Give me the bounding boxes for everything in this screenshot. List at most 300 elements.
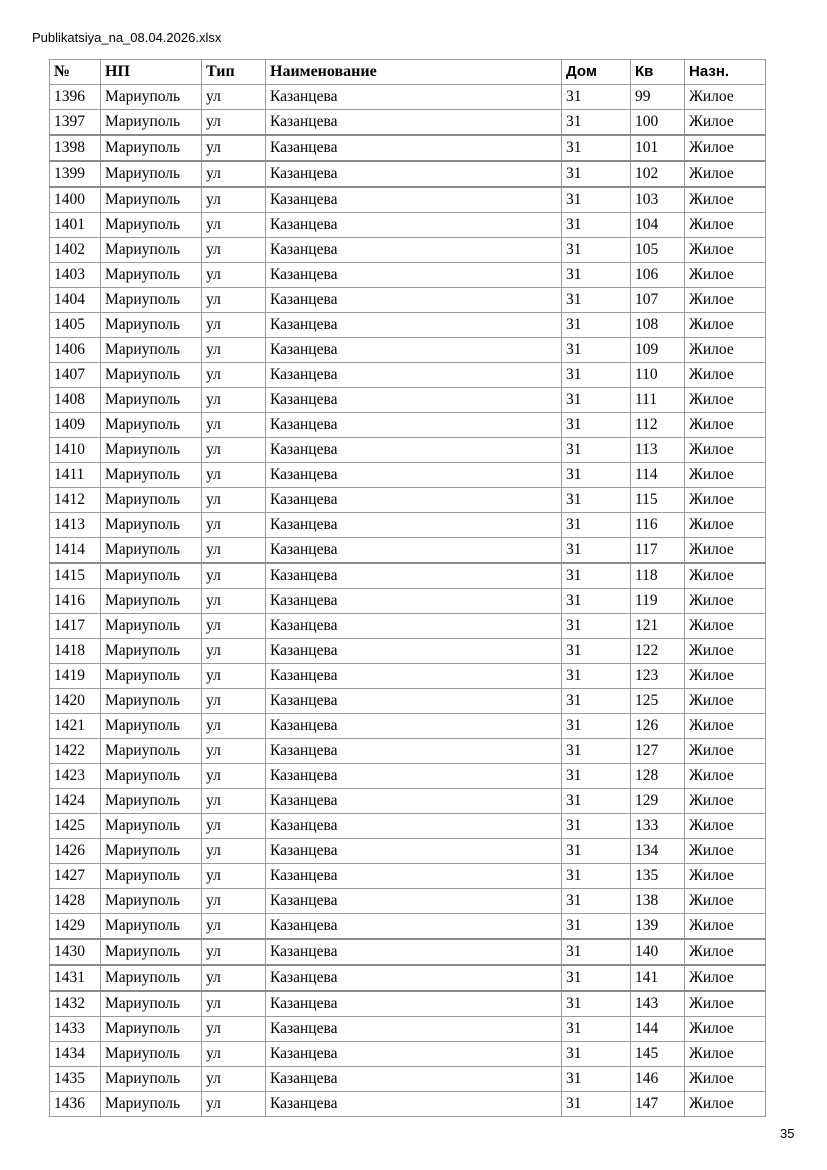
table-row — [50, 589, 766, 614]
apartment-number-cell: 119 — [631, 589, 685, 614]
house-number-cell: 31 — [562, 313, 631, 338]
house-number-cell: 31 — [562, 463, 631, 488]
table-row — [50, 914, 766, 940]
house-number-cell: 31 — [562, 1042, 631, 1067]
table-row — [50, 413, 766, 438]
row-number-cell: 1428 — [50, 889, 101, 914]
row-number-cell: 1426 — [50, 839, 101, 864]
data-table — [49, 59, 766, 1117]
street-type-cell: ул — [202, 288, 266, 313]
street-name-cell: Казанцева — [266, 614, 562, 639]
street-name-cell: Казанцева — [266, 338, 562, 363]
row-number-cell: 1412 — [50, 488, 101, 513]
street-name-cell: Казанцева — [266, 288, 562, 313]
house-number-cell: 31 — [562, 991, 631, 1017]
street-name-cell: Казанцева — [266, 388, 562, 413]
table-row — [50, 1017, 766, 1042]
apartment-number-cell: 122 — [631, 639, 685, 664]
street-name-cell: Казанцева — [266, 991, 562, 1017]
house-number-cell: 31 — [562, 288, 631, 313]
purpose-cell: Жилое — [685, 85, 766, 110]
apartment-number-cell: 114 — [631, 463, 685, 488]
settlement-cell: Мариуполь — [101, 965, 202, 991]
house-number-cell: 31 — [562, 363, 631, 388]
purpose-cell: Жилое — [685, 438, 766, 463]
apartment-number-cell: 144 — [631, 1017, 685, 1042]
settlement-cell: Мариуполь — [101, 1067, 202, 1092]
purpose-cell: Жилое — [685, 664, 766, 689]
house-number-cell: 31 — [562, 438, 631, 463]
table-row — [50, 363, 766, 388]
row-number-cell: 1413 — [50, 513, 101, 538]
house-number-cell: 31 — [562, 388, 631, 413]
row-number-cell: 1409 — [50, 413, 101, 438]
settlement-cell: Мариуполь — [101, 187, 202, 213]
house-number-cell: 31 — [562, 238, 631, 263]
apartment-number-cell: 105 — [631, 238, 685, 263]
table-body — [50, 85, 766, 1117]
settlement-cell: Мариуполь — [101, 1092, 202, 1117]
table-row — [50, 639, 766, 664]
row-number-cell: 1396 — [50, 85, 101, 110]
apartment-number-cell: 129 — [631, 789, 685, 814]
row-number-cell: 1401 — [50, 213, 101, 238]
purpose-cell: Жилое — [685, 789, 766, 814]
street-type-cell: ул — [202, 413, 266, 438]
apartment-number-cell: 134 — [631, 839, 685, 864]
street-name-cell: Казанцева — [266, 187, 562, 213]
street-type-cell: ул — [202, 338, 266, 363]
street-type-cell: ул — [202, 689, 266, 714]
apartment-number-cell: 133 — [631, 814, 685, 839]
settlement-cell: Мариуполь — [101, 413, 202, 438]
row-number-cell: 1411 — [50, 463, 101, 488]
street-name-cell: Казанцева — [266, 764, 562, 789]
table-row — [50, 313, 766, 338]
purpose-cell: Жилое — [685, 1017, 766, 1042]
street-name-cell: Казанцева — [266, 135, 562, 161]
apartment-number-cell: 141 — [631, 965, 685, 991]
table-row — [50, 689, 766, 714]
apartment-number-cell: 147 — [631, 1092, 685, 1117]
table-row — [50, 213, 766, 238]
house-number-cell: 31 — [562, 187, 631, 213]
settlement-cell: Мариуполь — [101, 135, 202, 161]
row-number-cell: 1400 — [50, 187, 101, 213]
street-name-cell: Казанцева — [266, 664, 562, 689]
apartment-number-cell: 101 — [631, 135, 685, 161]
settlement-cell: Мариуполь — [101, 639, 202, 664]
house-number-cell: 31 — [562, 338, 631, 363]
table-row — [50, 814, 766, 839]
purpose-cell: Жилое — [685, 839, 766, 864]
apartment-number-cell: 110 — [631, 363, 685, 388]
street-name-cell: Казанцева — [266, 213, 562, 238]
street-type-cell: ул — [202, 1067, 266, 1092]
settlement-cell: Мариуполь — [101, 238, 202, 263]
apartment-number-cell: 118 — [631, 563, 685, 589]
row-number-cell: 1398 — [50, 135, 101, 161]
apartment-number-cell: 121 — [631, 614, 685, 639]
house-number-cell: 31 — [562, 413, 631, 438]
street-name-cell: Казанцева — [266, 914, 562, 940]
house-number-cell: 31 — [562, 864, 631, 889]
settlement-cell: Мариуполь — [101, 563, 202, 589]
street-type-cell: ул — [202, 187, 266, 213]
table-row — [50, 463, 766, 488]
settlement-cell: Мариуполь — [101, 538, 202, 564]
street-name-cell: Казанцева — [266, 463, 562, 488]
table-row — [50, 1042, 766, 1067]
row-number-cell: 1427 — [50, 864, 101, 889]
table-row — [50, 513, 766, 538]
purpose-cell: Жилое — [685, 764, 766, 789]
row-number-cell: 1405 — [50, 313, 101, 338]
settlement-cell: Мариуполь — [101, 213, 202, 238]
street-type-cell: ул — [202, 1042, 266, 1067]
street-type-cell: ул — [202, 664, 266, 689]
street-type-cell: ул — [202, 889, 266, 914]
table-row — [50, 110, 766, 136]
house-number-cell: 31 — [562, 538, 631, 564]
purpose-cell: Жилое — [685, 814, 766, 839]
street-type-cell: ул — [202, 739, 266, 764]
street-name-cell: Казанцева — [266, 110, 562, 136]
apartment-number-cell: 100 — [631, 110, 685, 136]
row-number-cell: 1415 — [50, 563, 101, 589]
house-number-cell: 31 — [562, 1067, 631, 1092]
purpose-cell: Жилое — [685, 864, 766, 889]
row-number-cell: 1402 — [50, 238, 101, 263]
street-type-cell: ул — [202, 363, 266, 388]
purpose-cell: Жилое — [685, 513, 766, 538]
purpose-cell: Жилое — [685, 965, 766, 991]
apartment-number-cell: 103 — [631, 187, 685, 213]
header-apartment: Кв — [631, 60, 685, 85]
settlement-cell: Мариуполь — [101, 288, 202, 313]
street-name-cell: Казанцева — [266, 563, 562, 589]
house-number-cell: 31 — [562, 263, 631, 288]
apartment-number-cell: 128 — [631, 764, 685, 789]
purpose-cell: Жилое — [685, 739, 766, 764]
table-row — [50, 438, 766, 463]
table-row — [50, 664, 766, 689]
table-row — [50, 614, 766, 639]
apartment-number-cell: 115 — [631, 488, 685, 513]
street-type-cell: ул — [202, 313, 266, 338]
apartment-number-cell: 135 — [631, 864, 685, 889]
street-type-cell: ул — [202, 161, 266, 187]
table-row — [50, 889, 766, 914]
row-number-cell: 1416 — [50, 589, 101, 614]
street-name-cell: Казанцева — [266, 939, 562, 965]
table-row — [50, 85, 766, 110]
table-row — [50, 338, 766, 363]
apartment-number-cell: 125 — [631, 689, 685, 714]
row-number-cell: 1397 — [50, 110, 101, 136]
table-row — [50, 135, 766, 161]
row-number-cell: 1417 — [50, 614, 101, 639]
street-name-cell: Казанцева — [266, 639, 562, 664]
settlement-cell: Мариуполь — [101, 614, 202, 639]
row-number-cell: 1429 — [50, 914, 101, 940]
table-row — [50, 839, 766, 864]
settlement-cell: Мариуполь — [101, 914, 202, 940]
row-number-cell: 1423 — [50, 764, 101, 789]
purpose-cell: Жилое — [685, 288, 766, 313]
settlement-cell: Мариуполь — [101, 513, 202, 538]
apartment-number-cell: 143 — [631, 991, 685, 1017]
settlement-cell: Мариуполь — [101, 438, 202, 463]
purpose-cell: Жилое — [685, 135, 766, 161]
street-type-cell: ул — [202, 1092, 266, 1117]
house-number-cell: 31 — [562, 639, 631, 664]
row-number-cell: 1406 — [50, 338, 101, 363]
street-name-cell: Казанцева — [266, 161, 562, 187]
street-type-cell: ул — [202, 263, 266, 288]
table-row — [50, 714, 766, 739]
table-row — [50, 739, 766, 764]
header-settlement: НП — [101, 60, 202, 85]
purpose-cell: Жилое — [685, 1042, 766, 1067]
settlement-cell: Мариуполь — [101, 110, 202, 136]
settlement-cell: Мариуполь — [101, 889, 202, 914]
street-name-cell: Казанцева — [266, 263, 562, 288]
purpose-cell: Жилое — [685, 187, 766, 213]
apartment-number-cell: 138 — [631, 889, 685, 914]
purpose-cell: Жилое — [685, 991, 766, 1017]
street-type-cell: ул — [202, 110, 266, 136]
settlement-cell: Мариуполь — [101, 1017, 202, 1042]
purpose-cell: Жилое — [685, 589, 766, 614]
house-number-cell: 31 — [562, 614, 631, 639]
header-name: Наименование — [266, 60, 562, 85]
table-row — [50, 764, 766, 789]
house-number-cell: 31 — [562, 589, 631, 614]
street-name-cell: Казанцева — [266, 789, 562, 814]
apartment-number-cell: 102 — [631, 161, 685, 187]
table-row — [50, 991, 766, 1017]
settlement-cell: Мариуполь — [101, 789, 202, 814]
apartment-number-cell: 111 — [631, 388, 685, 413]
row-number-cell: 1421 — [50, 714, 101, 739]
apartment-number-cell: 107 — [631, 288, 685, 313]
purpose-cell: Жилое — [685, 388, 766, 413]
row-number-cell: 1433 — [50, 1017, 101, 1042]
street-type-cell: ул — [202, 388, 266, 413]
street-name-cell: Казанцева — [266, 1017, 562, 1042]
purpose-cell: Жилое — [685, 161, 766, 187]
purpose-cell: Жилое — [685, 213, 766, 238]
street-type-cell: ул — [202, 589, 266, 614]
file-title: Publikatsiya_na_08.04.2026.xlsx — [32, 30, 222, 45]
purpose-cell: Жилое — [685, 413, 766, 438]
settlement-cell: Мариуполь — [101, 488, 202, 513]
purpose-cell: Жилое — [685, 689, 766, 714]
settlement-cell: Мариуполь — [101, 1042, 202, 1067]
street-type-cell: ул — [202, 85, 266, 110]
house-number-cell: 31 — [562, 664, 631, 689]
street-type-cell: ул — [202, 563, 266, 589]
street-name-cell: Казанцева — [266, 839, 562, 864]
street-name-cell: Казанцева — [266, 889, 562, 914]
house-number-cell: 31 — [562, 488, 631, 513]
row-number-cell: 1408 — [50, 388, 101, 413]
house-number-cell: 31 — [562, 889, 631, 914]
table-row — [50, 538, 766, 564]
house-number-cell: 31 — [562, 839, 631, 864]
row-number-cell: 1425 — [50, 814, 101, 839]
house-number-cell: 31 — [562, 939, 631, 965]
street-type-cell: ул — [202, 814, 266, 839]
street-type-cell: ул — [202, 914, 266, 940]
settlement-cell: Мариуполь — [101, 739, 202, 764]
house-number-cell: 31 — [562, 789, 631, 814]
header-house: Дом — [562, 60, 631, 85]
settlement-cell: Мариуполь — [101, 764, 202, 789]
house-number-cell: 31 — [562, 563, 631, 589]
street-type-cell: ул — [202, 991, 266, 1017]
street-type-cell: ул — [202, 764, 266, 789]
table-row — [50, 1067, 766, 1092]
page-number: 35 — [780, 1126, 795, 1141]
table-row — [50, 939, 766, 965]
row-number-cell: 1430 — [50, 939, 101, 965]
purpose-cell: Жилое — [685, 1067, 766, 1092]
street-type-cell: ул — [202, 714, 266, 739]
settlement-cell: Мариуполь — [101, 689, 202, 714]
street-type-cell: ул — [202, 614, 266, 639]
apartment-number-cell: 145 — [631, 1042, 685, 1067]
house-number-cell: 31 — [562, 1017, 631, 1042]
settlement-cell: Мариуполь — [101, 161, 202, 187]
street-name-cell: Казанцева — [266, 689, 562, 714]
header-type: Тип — [202, 60, 266, 85]
table-row — [50, 965, 766, 991]
street-type-cell: ул — [202, 538, 266, 564]
street-name-cell: Казанцева — [266, 864, 562, 889]
apartment-number-cell: 127 — [631, 739, 685, 764]
street-name-cell: Казанцева — [266, 413, 562, 438]
street-type-cell: ул — [202, 135, 266, 161]
house-number-cell: 31 — [562, 1092, 631, 1117]
row-number-cell: 1419 — [50, 664, 101, 689]
table-row — [50, 187, 766, 213]
table-row — [50, 1092, 766, 1117]
header-number: № — [50, 60, 101, 85]
street-name-cell: Казанцева — [266, 1092, 562, 1117]
street-name-cell: Казанцева — [266, 438, 562, 463]
street-type-cell: ул — [202, 839, 266, 864]
house-number-cell: 31 — [562, 714, 631, 739]
street-type-cell: ул — [202, 939, 266, 965]
apartment-number-cell: 123 — [631, 664, 685, 689]
street-type-cell: ул — [202, 1017, 266, 1042]
street-type-cell: ул — [202, 213, 266, 238]
row-number-cell: 1435 — [50, 1067, 101, 1092]
row-number-cell: 1414 — [50, 538, 101, 564]
apartment-number-cell: 140 — [631, 939, 685, 965]
header-purpose: Назн. — [685, 60, 766, 85]
settlement-cell: Мариуполь — [101, 864, 202, 889]
row-number-cell: 1434 — [50, 1042, 101, 1067]
apartment-number-cell: 139 — [631, 914, 685, 940]
street-name-cell: Казанцева — [266, 513, 562, 538]
table-row — [50, 864, 766, 889]
house-number-cell: 31 — [562, 513, 631, 538]
street-name-cell: Казанцева — [266, 538, 562, 564]
purpose-cell: Жилое — [685, 110, 766, 136]
street-type-cell: ул — [202, 488, 266, 513]
table-row — [50, 161, 766, 187]
street-name-cell: Казанцева — [266, 313, 562, 338]
table-header-row — [50, 60, 766, 85]
apartment-number-cell: 106 — [631, 263, 685, 288]
apartment-number-cell: 99 — [631, 85, 685, 110]
street-name-cell: Казанцева — [266, 814, 562, 839]
settlement-cell: Мариуполь — [101, 991, 202, 1017]
purpose-cell: Жилое — [685, 714, 766, 739]
row-number-cell: 1424 — [50, 789, 101, 814]
table-row — [50, 263, 766, 288]
table-row — [50, 388, 766, 413]
row-number-cell: 1403 — [50, 263, 101, 288]
purpose-cell: Жилое — [685, 563, 766, 589]
street-name-cell: Казанцева — [266, 238, 562, 263]
purpose-cell: Жилое — [685, 914, 766, 940]
settlement-cell: Мариуполь — [101, 814, 202, 839]
house-number-cell: 31 — [562, 689, 631, 714]
row-number-cell: 1404 — [50, 288, 101, 313]
settlement-cell: Мариуполь — [101, 85, 202, 110]
table-row — [50, 238, 766, 263]
row-number-cell: 1418 — [50, 639, 101, 664]
row-number-cell: 1422 — [50, 739, 101, 764]
apartment-number-cell: 117 — [631, 538, 685, 564]
settlement-cell: Мариуполь — [101, 388, 202, 413]
house-number-cell: 31 — [562, 965, 631, 991]
purpose-cell: Жилое — [685, 338, 766, 363]
street-type-cell: ул — [202, 438, 266, 463]
settlement-cell: Мариуполь — [101, 714, 202, 739]
apartment-number-cell: 126 — [631, 714, 685, 739]
purpose-cell: Жилое — [685, 639, 766, 664]
purpose-cell: Жилое — [685, 463, 766, 488]
street-name-cell: Казанцева — [266, 739, 562, 764]
house-number-cell: 31 — [562, 213, 631, 238]
purpose-cell: Жилое — [685, 939, 766, 965]
settlement-cell: Мариуполь — [101, 313, 202, 338]
settlement-cell: Мариуполь — [101, 839, 202, 864]
house-number-cell: 31 — [562, 161, 631, 187]
apartment-number-cell: 146 — [631, 1067, 685, 1092]
street-name-cell: Казанцева — [266, 589, 562, 614]
row-number-cell: 1431 — [50, 965, 101, 991]
purpose-cell: Жилое — [685, 614, 766, 639]
apartment-number-cell: 112 — [631, 413, 685, 438]
table-row — [50, 488, 766, 513]
purpose-cell: Жилое — [685, 238, 766, 263]
street-type-cell: ул — [202, 965, 266, 991]
table-row — [50, 288, 766, 313]
row-number-cell: 1407 — [50, 363, 101, 388]
street-name-cell: Казанцева — [266, 85, 562, 110]
street-type-cell: ул — [202, 513, 266, 538]
street-name-cell: Казанцева — [266, 1067, 562, 1092]
purpose-cell: Жилое — [685, 538, 766, 564]
house-number-cell: 31 — [562, 739, 631, 764]
apartment-number-cell: 113 — [631, 438, 685, 463]
